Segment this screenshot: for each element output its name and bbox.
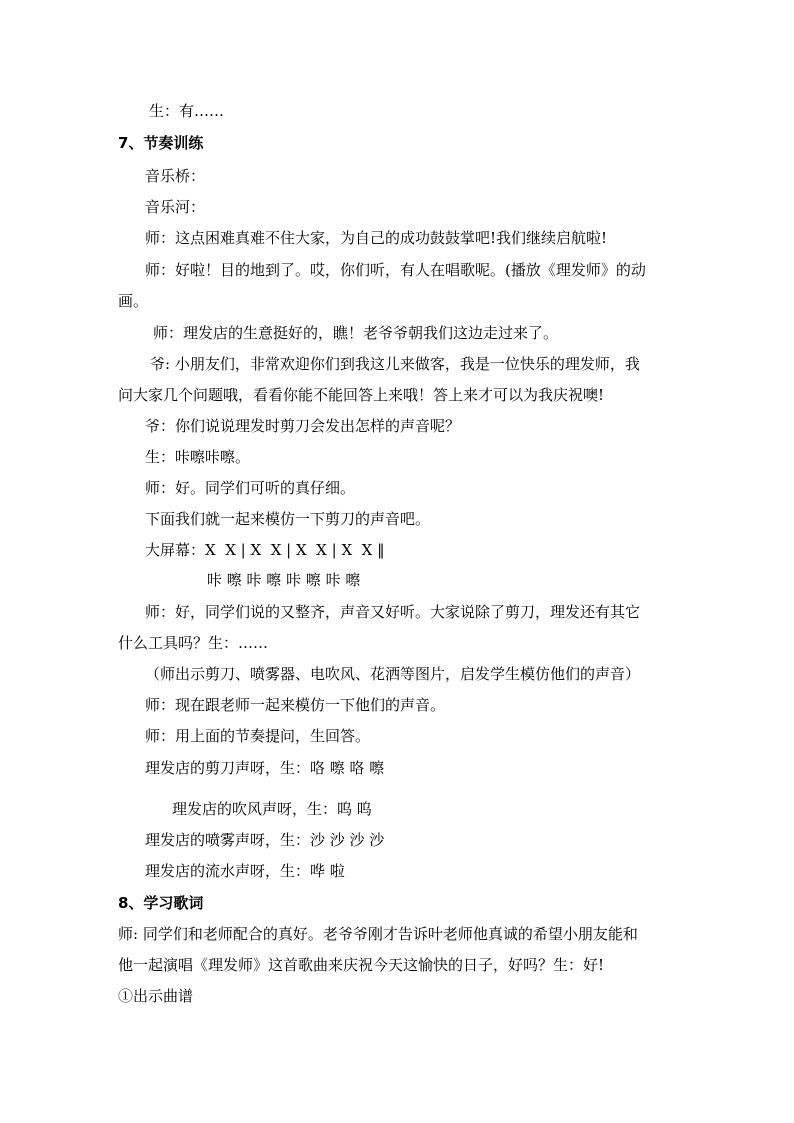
rhythm-notation: 大屏幕：X X | X X | X X | X X ‖ bbox=[145, 541, 385, 559]
text-line: （师出示剪刀、喷雾器、电吹风、花洒等图片，启发学生模仿他们的声音） bbox=[145, 665, 641, 683]
text-line: 师：现在跟老师一起来模仿一下他们的声音。 bbox=[145, 696, 446, 714]
text-line: 音乐桥： bbox=[145, 167, 206, 185]
text-line: 什么工具吗？生：…… bbox=[118, 634, 269, 652]
text-line: ①出示曲谱 bbox=[118, 987, 194, 1005]
text-line: 下面我们就一起来模仿一下剪刀的声音吧。 bbox=[145, 510, 431, 528]
text-line: 理发店的喷雾声呀，生：沙 沙 沙 沙 bbox=[145, 831, 385, 849]
text-line: 理发店的流水声呀，生：哗 啦 bbox=[145, 862, 345, 880]
text-line: 师: 同学们和老师配合的真好。老爷爷刚才告诉叶老师他真诚的希望小朋友能和 bbox=[118, 925, 638, 943]
section-heading: 7、节奏训练 bbox=[118, 134, 204, 152]
text-line: 师：用上面的节奏提问，生回答。 bbox=[145, 727, 371, 745]
text-line: 生：咔嚓咔嚓。 bbox=[145, 448, 251, 466]
text-line: 画。 bbox=[118, 292, 149, 310]
text-line: 师：好啦！目的地到了。哎，你们听，有人在唱歌呢。(播放《理发师》的动 bbox=[145, 261, 646, 279]
text-line: 理发店的剪刀声呀，生：咯 嚓 咯 嚓 bbox=[145, 759, 385, 777]
section-heading: 8、学习歌词 bbox=[118, 894, 204, 912]
text-line: 爷: 小朋友们，非常欢迎你们到我这儿来做客，我是一位快乐的理发师，我 bbox=[150, 355, 640, 373]
text-line: 生：有…… bbox=[149, 102, 225, 120]
text-line: 音乐河： bbox=[145, 198, 206, 216]
text-line: 师：理发店的生意挺好的，瞧！老爷爷朝我们这边走过来了。 bbox=[153, 324, 559, 342]
rhythm-syllables: 咔 嚓 咔 嚓 咔 嚓 咔 嚓 bbox=[207, 571, 361, 589]
text-line: 师：好。同学们可听的真仔细。 bbox=[145, 479, 356, 497]
text-line: 理发店的吹风声呀，生：呜 呜 bbox=[172, 800, 372, 818]
text-line: 他一起演唱《理发师》这首歌曲来庆祝今天这愉快的日子，好吗？生：好! bbox=[118, 956, 605, 974]
text-line: 师：这点困难真难不住大家，为自己的成功鼓鼓掌吧!我们继续启航啦! bbox=[145, 229, 608, 247]
text-line: 爷：你们说说理发时剪刀会发出怎样的声音呢？ bbox=[145, 417, 461, 435]
text-line: 师：好，同学们说的又整齐，声音又好听。大家说除了剪刀，理发还有其它 bbox=[145, 603, 641, 621]
text-line: 问大家几个问题哦，看看你能不能回答上来哦！答上来才可以为我庆祝噢! bbox=[118, 386, 605, 404]
